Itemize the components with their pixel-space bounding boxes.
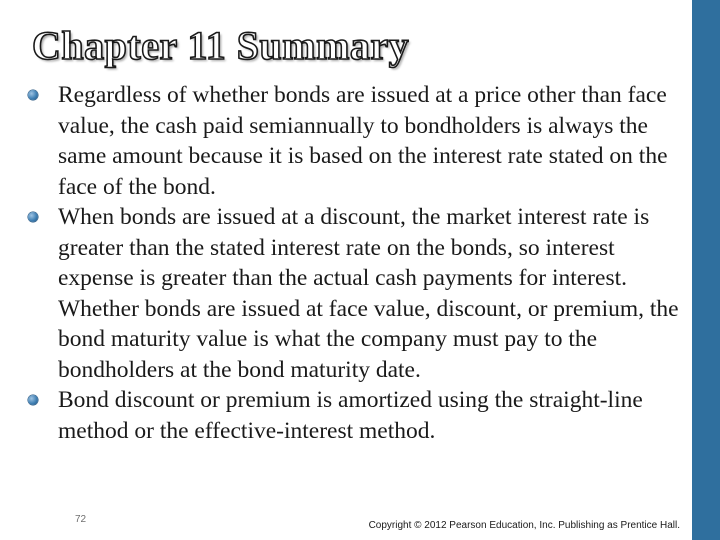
bullet-item: [24, 80, 692, 202]
bullet-item: [24, 385, 692, 446]
round-bullet-icon: [28, 90, 38, 100]
bullet-text: When bonds are issued at a discount, the market interest rate is greater than the stated interest rate on the bonds, so interest expense is greater than the actual cash payments for interest. Whether bonds are issued at face value, discount, or premium, the bond maturity value is what the company must pay to the bondholders at the bond maturity date.: [58, 204, 679, 383]
slide-title: Chapter 11 Summary: [32, 23, 410, 68]
copyright-notice: Copyright © 2012 Pearson Education, Inc. Publishing as Prentice Hall.: [368, 520, 680, 531]
bullet-text: Bond discount or premium is amortized using the straight-line method or the effective-interest method.: [58, 387, 643, 444]
bullet-item: [24, 202, 692, 385]
bullet-text: Regardless of whether bonds are issued at a price other than face value, the cash paid semiannually to bondholders is always the same amount because it is based on the interest rate stated on the face of the bond.: [58, 82, 668, 200]
bullet-list: [24, 80, 692, 446]
round-bullet-icon: [28, 395, 38, 405]
page-number: 72: [75, 514, 87, 525]
accent-band: [692, 0, 720, 540]
round-bullet-icon: [28, 212, 38, 222]
